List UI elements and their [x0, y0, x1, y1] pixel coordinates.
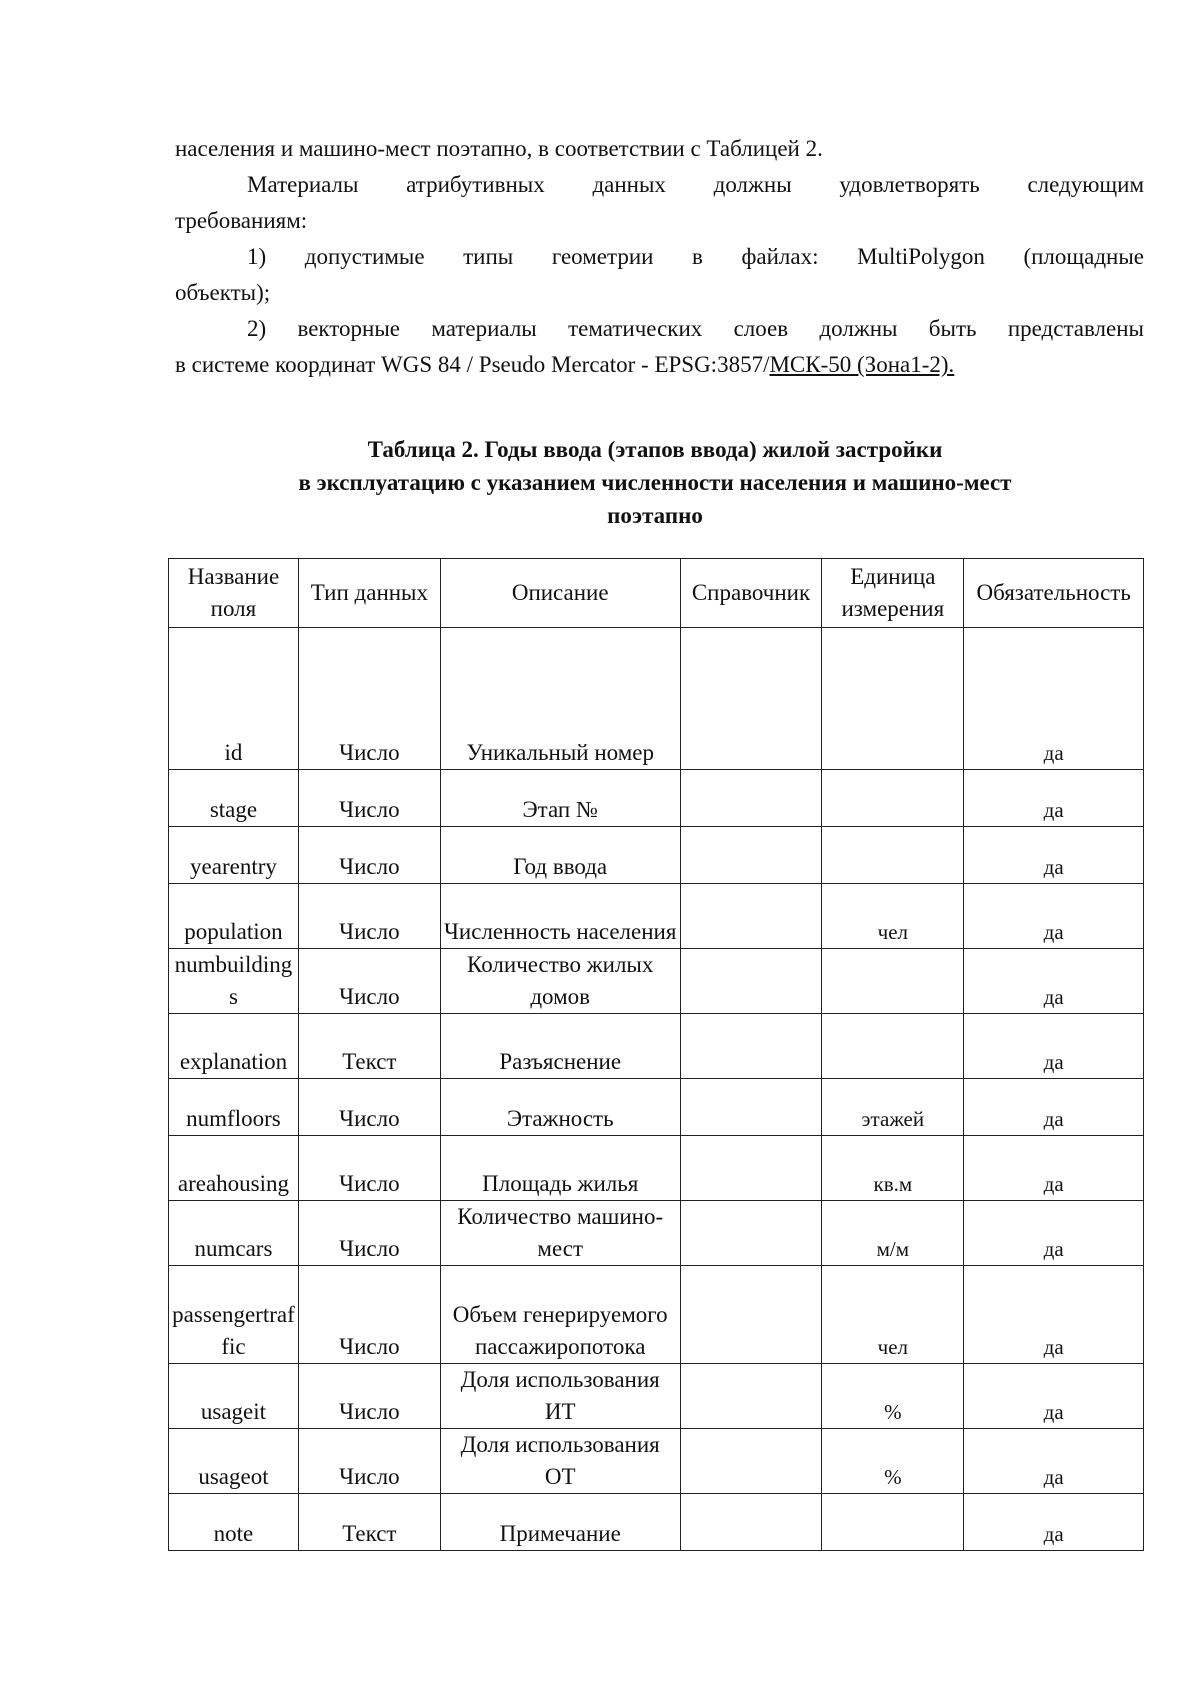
cell-unit — [822, 1494, 964, 1551]
cell-type: Число — [298, 628, 440, 770]
header-field: Название поля — [169, 559, 299, 628]
cell-field: note — [169, 1494, 299, 1551]
attributes-table — [168, 558, 1144, 1551]
paragraph-line: населения и машино-мест поэтапно, в соответствии с Таблицей 2. — [175, 136, 823, 161]
cell-description: Численность населения — [440, 884, 680, 949]
table-caption — [175, 433, 1135, 532]
cell-description: Объем генерируемого пассажиропотока — [440, 1266, 680, 1364]
table-row — [169, 1364, 1144, 1429]
paragraph-line: требованиям: — [175, 208, 308, 233]
header-unit: Единица измерения — [822, 559, 964, 628]
cell-reference — [680, 949, 822, 1014]
paragraph-line: 2) векторные материалы тематических слоев должны быть представлены — [247, 316, 1144, 341]
cell-field: yearentry — [169, 827, 299, 884]
crs-text: в системе координат WGS 84 / Pseudo Mercator - EPSG:3857/ — [175, 352, 770, 377]
cell-type: Число — [298, 884, 440, 949]
cell-reference — [680, 1494, 822, 1551]
table-row — [169, 827, 1144, 884]
cell-required: да — [964, 1266, 1144, 1364]
cell-reference — [680, 1079, 822, 1136]
cell-field: population — [169, 884, 299, 949]
cell-required: да — [964, 1201, 1144, 1266]
crs-underlined-text: МСК-50 (Зона1-2). — [769, 352, 955, 377]
cell-description: Доля использования ОТ — [440, 1429, 680, 1494]
paragraph-line: Материалы атрибутивных данных должны удовлетворять следующим — [247, 172, 1144, 197]
cell-unit: чел — [822, 1266, 964, 1364]
cell-type: Число — [298, 1079, 440, 1136]
table-row — [169, 884, 1144, 949]
body-text — [175, 131, 1144, 383]
cell-unit — [822, 949, 964, 1014]
header-description: Описание — [440, 559, 680, 628]
paragraph-line — [175, 347, 1144, 383]
table-row — [169, 1201, 1144, 1266]
cell-description: Этап № — [440, 770, 680, 827]
cell-unit: % — [822, 1429, 964, 1494]
header-reference: Справочник — [680, 559, 822, 628]
cell-reference — [680, 827, 822, 884]
cell-unit: кв.м — [822, 1136, 964, 1201]
cell-required: да — [964, 949, 1144, 1014]
table-row — [169, 1079, 1144, 1136]
table-row — [169, 949, 1144, 1014]
cell-type: Число — [298, 1429, 440, 1494]
cell-field: numcars — [169, 1201, 299, 1266]
cell-unit — [822, 827, 964, 884]
cell-required: да — [964, 1429, 1144, 1494]
cell-type: Число — [298, 949, 440, 1014]
cell-type: Текст — [298, 1014, 440, 1079]
cell-description: Количество машино-мест — [440, 1201, 680, 1266]
cell-required: да — [964, 1494, 1144, 1551]
table-row — [169, 1494, 1144, 1551]
table-row — [169, 1014, 1144, 1079]
caption-line: Таблица 2. Годы ввода (этапов ввода) жилой застройки — [367, 437, 943, 462]
cell-required: да — [964, 770, 1144, 827]
cell-field: id — [169, 628, 299, 770]
cell-unit: этажей — [822, 1079, 964, 1136]
cell-type: Число — [298, 827, 440, 884]
table-row — [169, 628, 1144, 770]
cell-reference — [680, 884, 822, 949]
cell-description: Уникальный номер — [440, 628, 680, 770]
cell-type: Число — [298, 1266, 440, 1364]
table-row — [169, 1136, 1144, 1201]
cell-description: Этажность — [440, 1079, 680, 1136]
cell-unit: % — [822, 1364, 964, 1429]
cell-required: да — [964, 827, 1144, 884]
cell-type: Текст — [298, 1494, 440, 1551]
cell-reference — [680, 770, 822, 827]
cell-description: Площадь жилья — [440, 1136, 680, 1201]
header-required: Обязательность — [964, 559, 1144, 628]
cell-field: areahousing — [169, 1136, 299, 1201]
table-row — [169, 1429, 1144, 1494]
cell-description: Примечание — [440, 1494, 680, 1551]
cell-reference — [680, 1266, 822, 1364]
cell-description: Разъяснение — [440, 1014, 680, 1079]
cell-type: Число — [298, 770, 440, 827]
cell-unit — [822, 628, 964, 770]
caption-line: поэтапно — [607, 503, 703, 528]
header-type: Тип данных — [298, 559, 440, 628]
cell-field: numbuildings — [169, 949, 299, 1014]
table-row — [169, 770, 1144, 827]
cell-reference — [680, 628, 822, 770]
cell-type: Число — [298, 1364, 440, 1429]
table-header-row — [169, 559, 1144, 628]
cell-reference — [680, 1429, 822, 1494]
cell-description: Доля использования ИТ — [440, 1364, 680, 1429]
cell-field: stage — [169, 770, 299, 827]
table-row — [169, 1266, 1144, 1364]
cell-field: usageit — [169, 1364, 299, 1429]
cell-reference — [680, 1014, 822, 1079]
cell-reference — [680, 1364, 822, 1429]
cell-required: да — [964, 628, 1144, 770]
cell-required: да — [964, 1079, 1144, 1136]
cell-reference — [680, 1201, 822, 1266]
cell-field: usageot — [169, 1429, 299, 1494]
cell-unit: м/м — [822, 1201, 964, 1266]
cell-type: Число — [298, 1201, 440, 1266]
cell-required: да — [964, 1364, 1144, 1429]
cell-field: passengertraffic — [169, 1266, 299, 1364]
cell-unit — [822, 1014, 964, 1079]
cell-required: да — [964, 1014, 1144, 1079]
cell-required: да — [964, 884, 1144, 949]
table-body — [169, 628, 1144, 1551]
cell-description: Год ввода — [440, 827, 680, 884]
cell-field: numfloors — [169, 1079, 299, 1136]
cell-field: explanation — [169, 1014, 299, 1079]
cell-required: да — [964, 1136, 1144, 1201]
cell-unit: чел — [822, 884, 964, 949]
cell-description: Количество жилых домов — [440, 949, 680, 1014]
cell-reference — [680, 1136, 822, 1201]
paragraph-line: 1) допустимые типы геометрии в файлах: MultiPolygon (площадные — [247, 244, 1144, 269]
cell-unit — [822, 770, 964, 827]
cell-type: Число — [298, 1136, 440, 1201]
paragraph-line: объекты); — [175, 280, 271, 305]
caption-line: в эксплуатацию с указанием численности населения и машино-мест — [298, 470, 1012, 495]
